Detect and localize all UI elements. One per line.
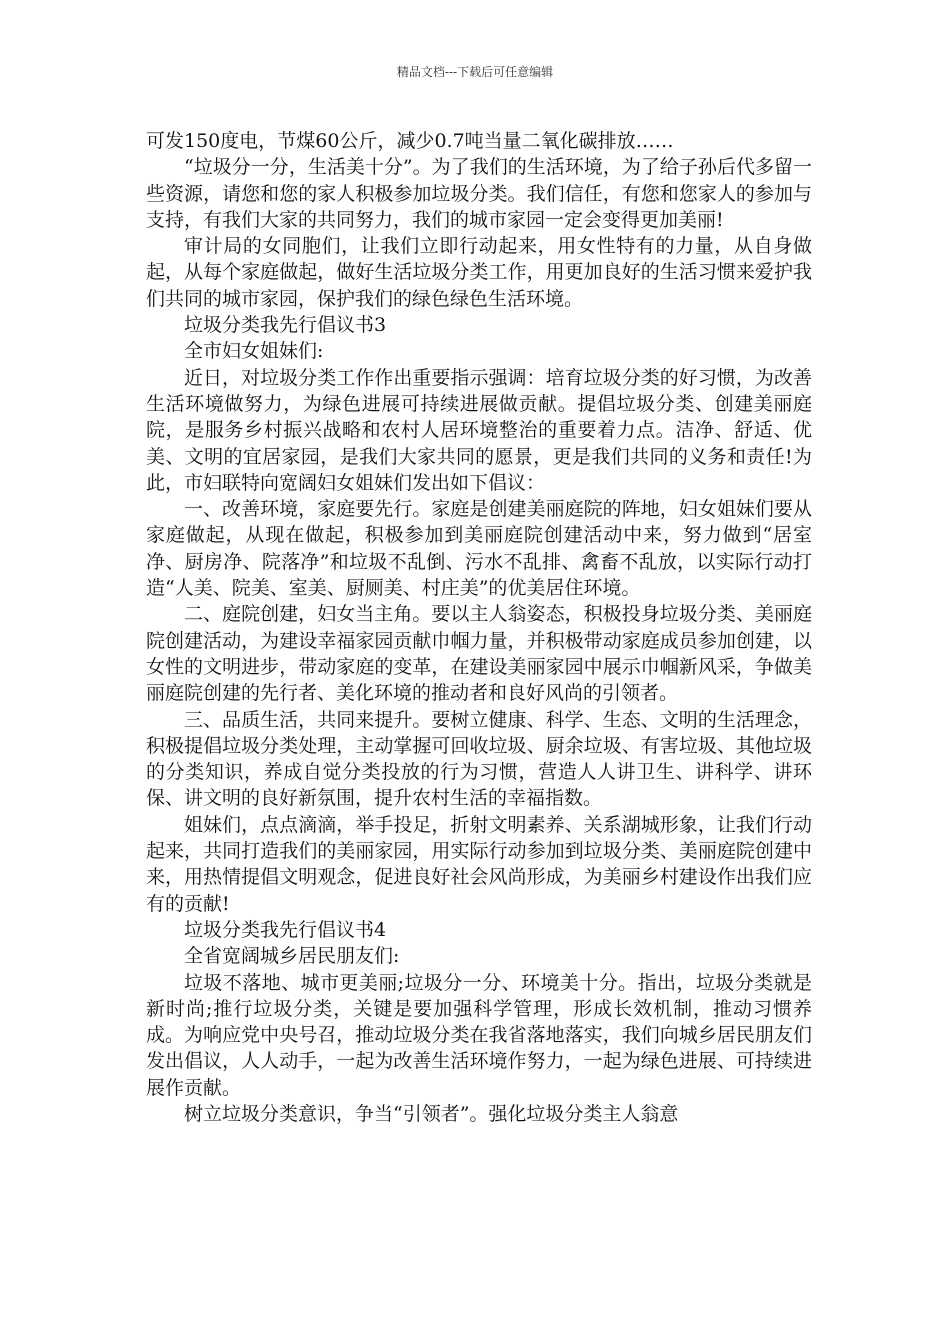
paragraph: 姐妹们，点点滴滴，举手投足，折射文明素养、关系湖城形象，让我们行动起来，共同打造我们的美丽家园，用实际行动参加到垃圾分类、美丽庭院创建中来，用热情提倡文明观念，促进良好社会风尚形成，为美丽乡村建设作出我们应有的贡献! — [146, 813, 812, 915]
paragraph: 垃圾不落地、城市更美丽;垃圾分一分、环境美十分。指出，垃圾分类就是新时尚;推行垃圾分类，关键是要加强科学管理，形成长效机制，推动习惯养成。为响应党中央号召，推动垃圾分类在我省落地落实，我们向城乡居民朋友们发出倡议，人人动手，一起为改善生活环境作努力，一起为绿色进展、可持续进展作贡献。 — [146, 971, 812, 1099]
paragraph: 近日，对垃圾分类工作作出重要指示强调：培育垃圾分类的好习惯，为改善生活环境做努力，为绿色进展可持续进展做贡献。提倡垃圾分类、创建美丽庭院，是服务乡村振兴战略和农村人居环境整治的重要着力点。洁净、舒适、优美、文明的宜居家园，是我们大家共同的愿景，更是我们共同的义务和责任!为此，市妇联特向宽阔妇女姐妹们发出如下倡议： — [146, 366, 812, 494]
salutation: 全省宽阔城乡居民朋友们: — [184, 945, 400, 968]
paragraph: “垃圾分一分，生活美十分”。为了我们的生活环境，为了给子孙后代多留一些资源，请您和您的家人积极参加垃圾分类。我们信任，有您和您家人的参加与支持，有我们大家的共同努力，我们的城市家园一定会变得更加美丽! — [146, 156, 812, 231]
document-body — [146, 128, 812, 1127]
section-heading: 垃圾分类我先行倡议书4 — [184, 918, 387, 941]
paragraph: 审计局的女同胞们，让我们立即行动起来，用女性特有的力量，从自身做起，从每个家庭做起，做好生活垃圾分类工作，用更加良好的生活习惯来爱护我们共同的城市家园，保护我们的绿色绿色生活环境。 — [146, 235, 812, 310]
page-header: 精品文档---下载后可任意编辑 — [396, 65, 554, 79]
paragraph: 二、庭院创建，妇女当主角。要以主人翁姿态，积极投身垃圾分类、美丽庭院创建活动，为建设幸福家园贡献巾帼力量，并积极带动家庭成员参加创建，以女性的文明进步，带动家庭的变革，在建设美丽家园中展示巾帼新风采，争做美丽庭院创建的先行者、美化环境的推动者和良好风尚的引领者。 — [146, 603, 812, 705]
paragraph: 可发150度电，节煤60公斤，减少0.7吨当量二氧化碳排放…… — [146, 130, 674, 152]
paragraph: 一、改善环境，家庭要先行。家庭是创建美丽庭院的阵地，妇女姐妹们要从家庭做起，从现在做起，积极参加到美丽庭院创建活动中来，努力做到“居室净、厨房净、院落净”和垃圾不乱倒、污水不乱排、禽畜不乱放，以实际行动打造“人美、院美、室美、厨厕美、村庄美”的优美居住环境。 — [146, 498, 812, 600]
paragraph: 树立垃圾分类意识，争当“引领者”。强化垃圾分类主人翁意 — [184, 1102, 679, 1125]
salutation: 全市妇女姐妹们: — [184, 340, 324, 363]
paragraph: 三、品质生活，共同来提升。要树立健康、科学、生态、文明的生活理念，积极提倡垃圾分类处理，主动掌握可回收垃圾、厨余垃圾、有害垃圾、其他垃圾的分类知识，养成自觉分类投放的行为习惯，营造人人讲卫生、讲科学、讲环保、讲文明的良好新氛围，提升农村生活的幸福指数。 — [146, 708, 812, 810]
section-heading: 垃圾分类我先行倡议书3 — [184, 314, 387, 337]
